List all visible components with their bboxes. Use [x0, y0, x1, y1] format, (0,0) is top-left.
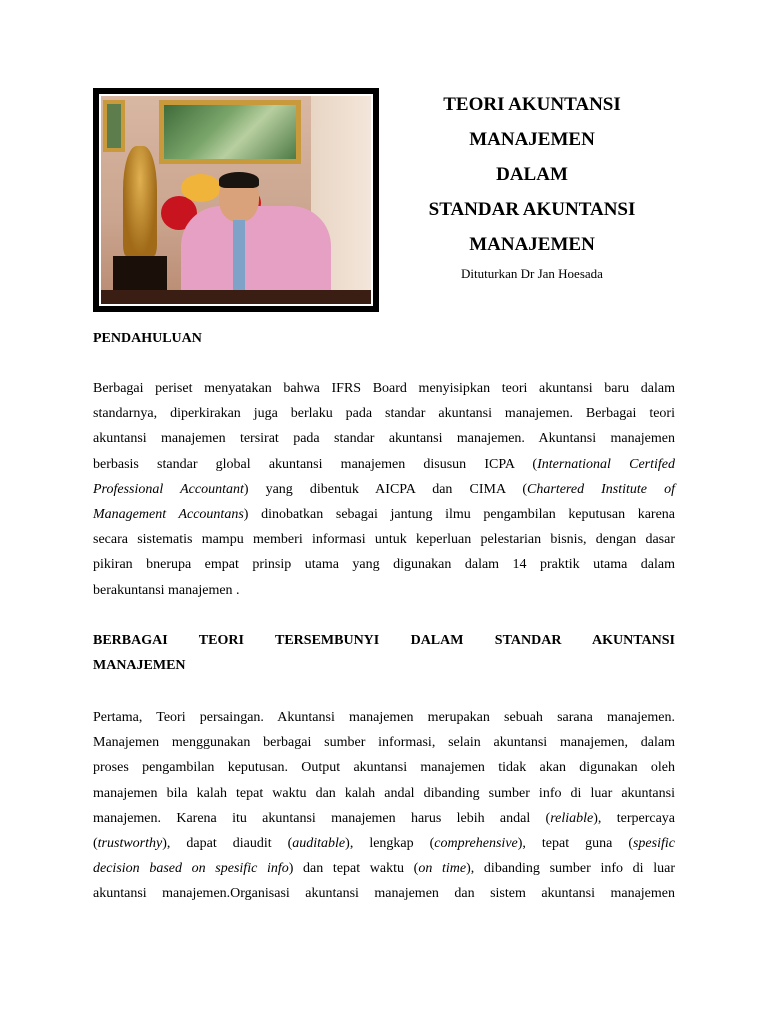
text-line: Professional Accountant) yang dibentuk AICPA dan CIMA (Chartered Institute of: [93, 481, 675, 497]
text-line: manajemen. Karena itu akuntansi manajemen harus lebih andal (reliable), terpercaya: [93, 810, 675, 826]
text-line: pikiran bnerupa empat prinsip utama yang digunakan dalam 14 praktik utama dalam: [93, 557, 675, 573]
title-line-4: STANDAR AKUNTANSI: [428, 199, 636, 220]
text-line: Berbagai periset menyatakan bahwa IFRS Board menyisipkan teori akuntansi baru dalam: [93, 381, 675, 396]
heading-line: MANAJEMEN: [93, 658, 186, 674]
text-line: standarnya, diperkirakan juga berlaku pada standar akuntansi manajemen. Berbagai teori: [93, 406, 675, 422]
heading-line: BERBAGAI TEORI TERSEMBUNYI DALAM STANDAR AKUNTANSI: [93, 633, 675, 648]
text-line: Pertama, Teori persaingan. Akuntansi manajemen merupakan sebuah sarana manajemen.: [93, 710, 675, 725]
document-title-block: [400, 87, 664, 286]
section-heading-pendahuluan: PENDAHULUAN: [93, 331, 202, 346]
text-line: manajemen bila kalah tepat waktu dan kalah andal dibanding sumber info di luar akuntansi: [93, 785, 675, 801]
portrait-photo-frame: [93, 88, 379, 312]
text-line: Manajemen menggunakan berbagai sumber informasi, selain akuntansi manajemen, dalam: [93, 735, 675, 751]
paragraph-teori-persaingan: [93, 705, 675, 907]
text-line: berbasis standar global akuntansi manajemen disusun ICPA (International Certifed: [93, 456, 676, 472]
text-line: akuntansi manajemen tersirat pada standar akuntansi manajemen. Akuntansi manajemen: [93, 431, 675, 447]
paragraph-pendahuluan: [93, 376, 675, 603]
photo-person-hair: [219, 172, 259, 188]
title-line-3: DALAM: [496, 164, 568, 185]
text-line: berakuntansi manajemen .: [93, 582, 240, 598]
text-line: akuntansi manajemen.Organisasi akuntansi manajemen dan sistem akuntansi manajemen: [93, 886, 675, 902]
photo-small-painting: [103, 100, 125, 152]
text-line: proses pengambilan keputusan. Output akuntansi manajemen tidak akan digunakan oleh: [93, 760, 675, 776]
text-line: Management Accountans) dinobatkan sebagai jantung ilmu pengambilan keputusan karena: [93, 507, 676, 523]
author-byline: Dituturkan Dr Jan Hoesada: [461, 266, 603, 281]
portrait-photo: [99, 94, 373, 306]
text-line: decision based on spesific info) dan tepat waktu (on time), dibanding sumber info di luar: [93, 861, 675, 877]
title-line-1: TEORI AKUNTANSI: [443, 94, 621, 115]
text-line: (trustworthy), dapat diaudit (auditable), lengkap (comprehensive), tepat guna (spesific: [93, 836, 675, 852]
title-line-5: MANAJEMEN: [469, 234, 595, 255]
photo-golden-statue: [123, 146, 157, 256]
section-heading-berbagai-teori: [93, 628, 675, 678]
text-line: secara sistematis mampu memberi informasi untuk keperluan pelestarian bisnis, dengan dasar: [93, 532, 675, 548]
title-line-2: MANAJEMEN: [469, 129, 595, 150]
photo-landscape-painting: [159, 100, 301, 164]
photo-person-tie: [233, 220, 245, 290]
photo-desk: [101, 290, 371, 304]
